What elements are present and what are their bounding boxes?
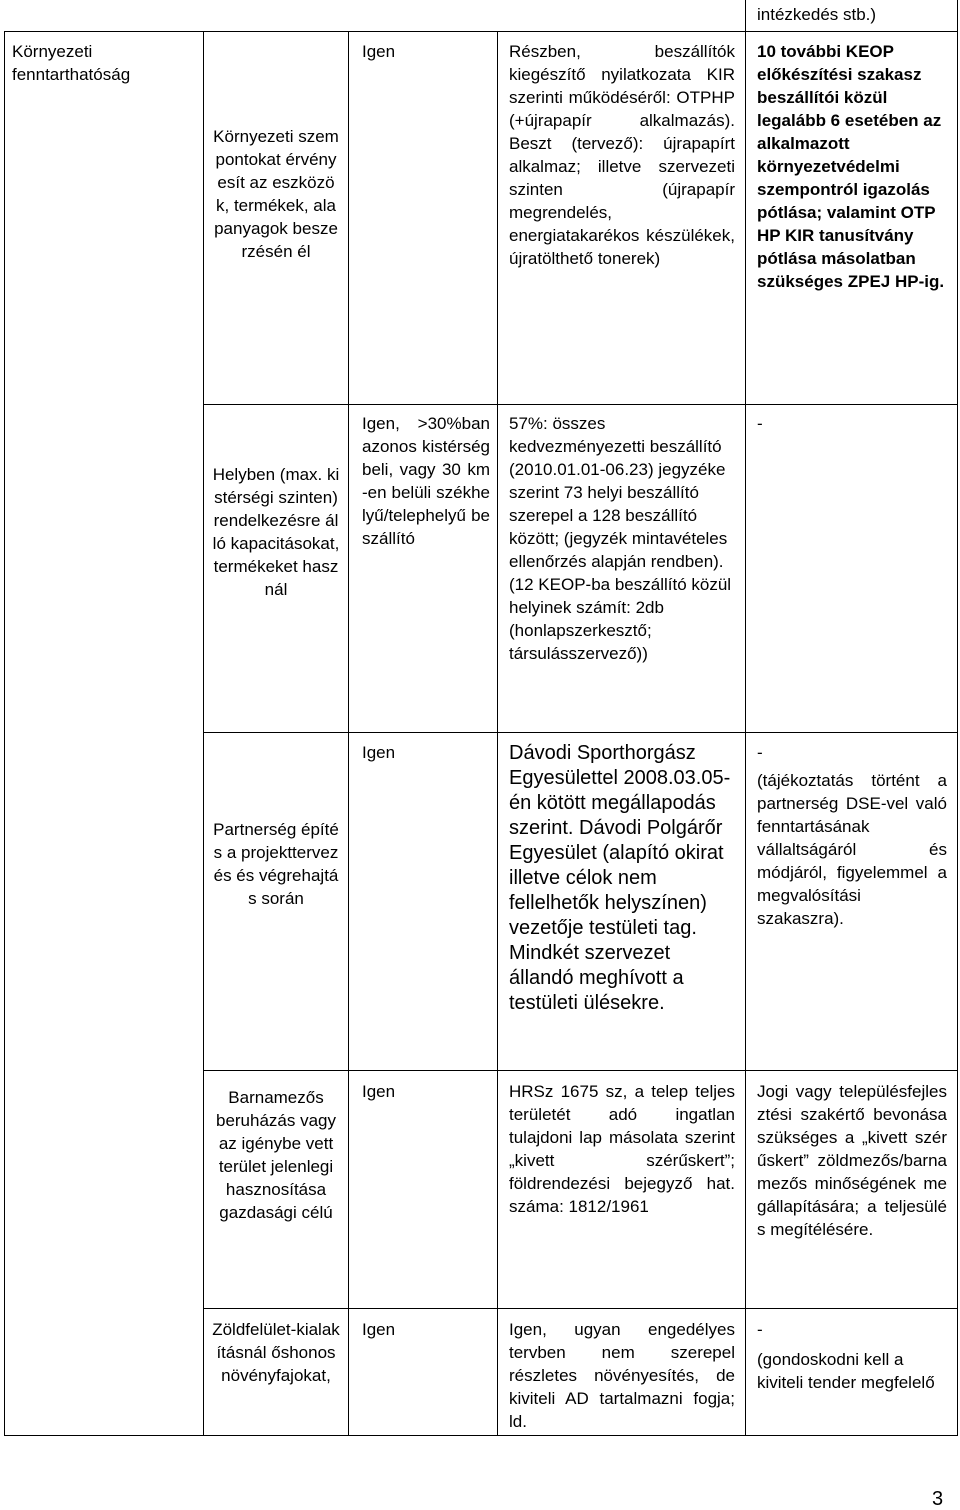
finding-cell: Igen, ugyan engedélyes tervben nem szerepel részletes növényesítés, de kiviteli AD tartalmazni fogja; ld. <box>509 1320 735 1431</box>
answer-cell: Igen <box>362 1082 396 1101</box>
table-border-right <box>957 0 958 1436</box>
answer-cell: Igen <box>362 1320 396 1339</box>
page-number: 3 <box>932 1488 944 1510</box>
continued-text: intézkedés stb.) <box>757 5 877 24</box>
table-col-divider-3 <box>497 31 498 1436</box>
answer-cell: Igen <box>362 42 396 61</box>
answer-cell: Igen <box>362 743 396 762</box>
row-divider-1 <box>203 404 958 405</box>
recommendation-cell: - <box>757 414 763 433</box>
criterion-cell: Helyben (max. kistérségi szinten) rendelkezésre álló kapacitásokat, termékeket használ <box>212 465 340 599</box>
table-border-left <box>4 31 5 1436</box>
table-col-divider-4 <box>745 0 746 1436</box>
recommendation-cell: Jogi vagy településfejlesztési szakértő bevonása szükséges a „kivett szérűskert” zöldmezős/barnamezős minőségének megállapítására; a teljesülés megítélésére. <box>757 1082 947 1239</box>
finding-cell: Részben, beszállítók kiegészítő nyilatkozata KIR szerinti működéséről: OTPHP (+újrapapír alkalmazás). Beszt (tervező): újrapapírt alkalmaz; illetve szervezeti szinten (újrapapír megrendelés, energiatakarékos készülékek, újratölthető tonerek) <box>509 42 735 268</box>
finding-cell: Dávodi Sporthorgász Egyesülettel 2008.03.05-én kötött megállapodás szerint. Dávodi Polgárőr Egyesület (alapító okirat illetve célok nem fellelhetők helyszínen) vezetője testületi tag. Mindkét szervezet állandó meghívott a testületi ülésekre. <box>509 742 731 1014</box>
criterion-cell: Környezeti szempontokat érvényesít az eszközök, termékek, alapanyagok beszerzésén él <box>213 127 339 261</box>
recommendation-dash: - <box>757 1320 763 1339</box>
answer-cell: Igen, >30%ban azonos kistérségbeli, vagy 30 km-en belüli székhelyű/telephelyű beszállító <box>362 414 490 548</box>
criterion-cell: Barnamezős beruházás vagy az igénybe vett terület jelenlegi hasznosítása gazdasági célú <box>215 1088 337 1222</box>
criterion-cell: Zöldfelület-kialakításnál őshonos növényfajokat, <box>212 1320 340 1385</box>
table-col-divider-1 <box>203 31 204 1436</box>
recommendation-cell: 10 további KEOP előkészítési szakasz beszállítói közül legalább 6 esetében az alkalmazott környezetvédelmi szempontról igazolás pótlása; valamint OTP HP KIR tanusítvány pótlása másolatban szükséges ZPEJ HP-ig. <box>757 42 945 291</box>
table-border-top <box>4 31 958 32</box>
table-border-bottom <box>4 1435 958 1436</box>
row-divider-2 <box>203 732 958 733</box>
row-divider-4 <box>203 1308 958 1309</box>
recommendation-cell: (tájékoztatás történt a partnerség DSE-vel való fenntartásának vállaltságáról és módjáról, figyelemmel a megvalósítási szakaszra). <box>757 771 947 928</box>
recommendation-cell: (gondoskodni kell a kiviteli tender megfelelő <box>757 1350 935 1392</box>
category-cell: Környezeti fenntarthatóság <box>12 42 131 84</box>
table-col-divider-2 <box>348 31 349 1436</box>
finding-cell: 57%: összes kedvezményezetti beszállító (2010.01.01-06.23) jegyzéke szerint 73 helyi beszállító szerepel a 128 beszállító között; (jegyzék mintavételes ellenőrzés alapján rendben). (12 KEOP-ba beszállító közül helyinek számít: 2db (honlapszerkesztő; társulásszervező)) <box>509 414 732 663</box>
finding-cell: HRSz 1675 sz, a telep teljes területét adó ingatlan tulajdoni lap másolata szerint „kivett szérűskert”; földrendezési bejegyző hat. száma: 1812/1961 <box>509 1082 735 1216</box>
row-divider-3 <box>203 1070 958 1071</box>
recommendation-dash: - <box>757 743 763 762</box>
criterion-cell: Partnerség építés a projekttervezés és végrehajtás során <box>213 820 339 908</box>
